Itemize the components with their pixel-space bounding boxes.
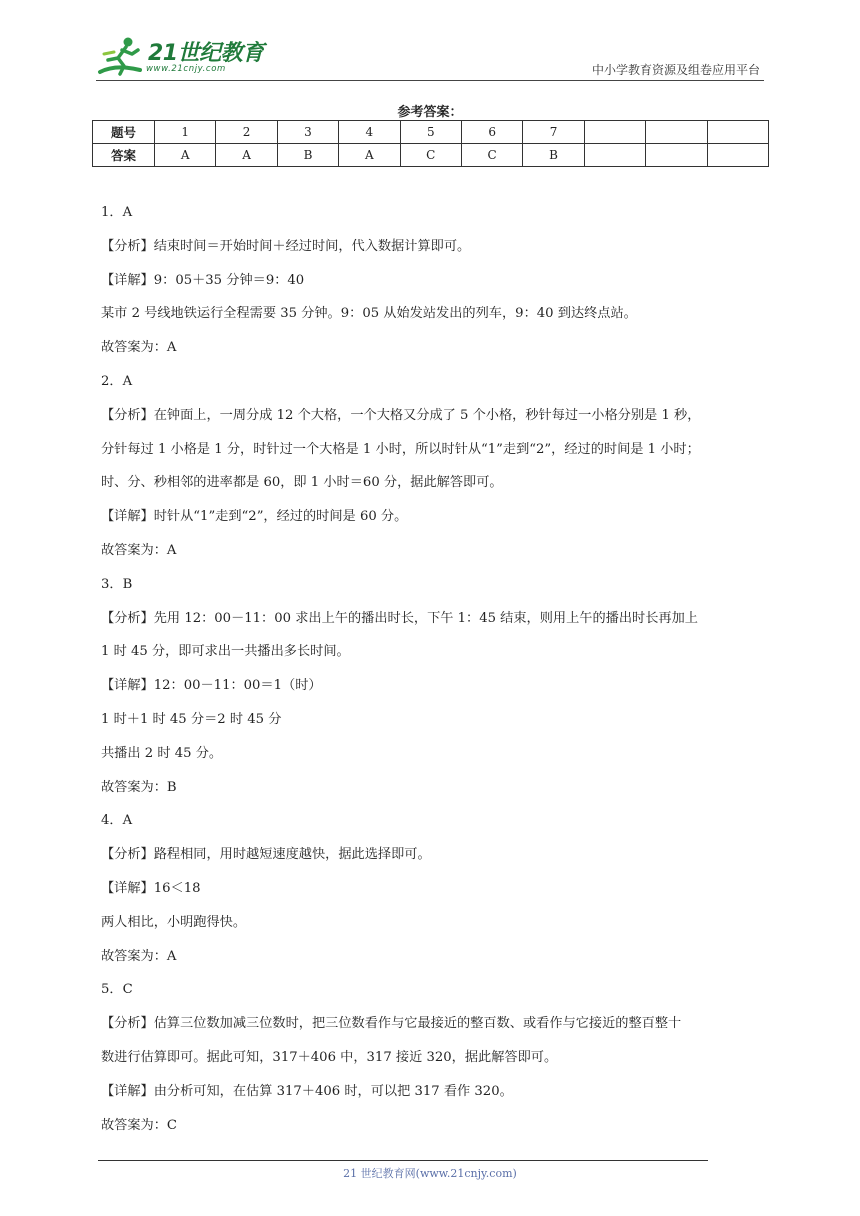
question-3-heading: 3．B <box>101 576 133 592</box>
table-cell: B <box>523 144 584 167</box>
question-2-heading: 2．A <box>101 373 133 389</box>
table-cell: 1 <box>155 121 216 144</box>
question-1-heading: 1．A <box>101 205 133 220</box>
detail-text: 【详解】时针从“1”走到“2”，经过的时间是 60 分。 <box>101 509 408 525</box>
analysis-text: 【分析】估算三位数加减三位数时，把三位数看作与它最接近的整百数、或看作与它接近的整百整十 <box>101 1016 682 1032</box>
detail-text: 1 时＋1 时 45 分＝2 时 45 分 <box>101 711 282 727</box>
answer-text: 故答案为：C <box>101 1117 178 1133</box>
site-logo[interactable] <box>96 34 266 78</box>
analysis-text: 时、分、秒相邻的进率都是 60，即 1 小时＝60 分，据此解答即可。 <box>101 475 503 491</box>
table-cell: A <box>216 144 277 167</box>
detail-text: 【详解】16＜18 <box>101 880 201 896</box>
row-label-answer: 答案 <box>93 144 155 167</box>
table-cell: C <box>461 144 522 167</box>
answer-title: 参考答案： <box>397 105 463 120</box>
answer-table <box>92 120 769 167</box>
table-cell: A <box>155 144 216 167</box>
analysis-text: 【分析】在钟面上，一周分成 12 个大格，一个大格又分成了 5 个小格，秒针每过一小格分别是 1 秒， <box>101 407 701 423</box>
table-cell <box>707 121 768 144</box>
table-cell: 6 <box>461 121 522 144</box>
analysis-text: 1 时 45 分，即可求出一共播出多长时间。 <box>101 644 350 660</box>
row-label-number: 题号 <box>93 121 155 144</box>
runner-logo-icon <box>96 34 148 78</box>
logo-url: www.21cnjy.com <box>146 64 226 74</box>
detail-text: 两人相比，小明跑得快。 <box>101 914 247 930</box>
table-cell: A <box>339 144 400 167</box>
solution-body <box>101 196 771 1142</box>
detail-text: 【详解】由分析可知，在估算 317＋406 时，可以把 317 看作 320。 <box>101 1083 513 1099</box>
table-cell: 4 <box>339 121 400 144</box>
table-cell: B <box>277 144 338 167</box>
platform-name: 中小学教育资源及组卷应用平台 <box>591 63 760 77</box>
table-cell: 7 <box>523 121 584 144</box>
table-cell <box>707 144 768 167</box>
table-cell <box>646 121 707 144</box>
question-5-heading: 5．C <box>101 982 133 998</box>
table-cell <box>646 144 707 167</box>
analysis-text: 【分析】路程相同，用时越短速度越快，据此选择即可。 <box>101 847 431 863</box>
analysis-text: 【分析】结束时间＝开始时间＋经过时间，代入数据计算即可。 <box>101 238 471 254</box>
detail-text: 某市 2 号线地铁运行全程需要 35 分钟。9：05 从始发站发出的列车，9：40 到达终点站。 <box>101 306 637 322</box>
answer-text: 故答案为：A <box>101 340 177 356</box>
answer-text: 故答案为：A <box>101 948 177 964</box>
table-cell: 5 <box>400 121 461 144</box>
analysis-text: 分针每过 1 小格是 1 分，时针过一个大格是 1 小时，所以时针从“1”走到“2”，经过的时间是 1 小时； <box>101 441 700 457</box>
analysis-text: 【分析】先用 12：00－11：00 求出上午的播出时长，下午 1：45 结束，则用上午的播出时长再加上 <box>101 610 698 626</box>
table-cell: 3 <box>277 121 338 144</box>
detail-text: 【详解】12：00－11：00＝1（时） <box>101 678 322 694</box>
answer-text: 故答案为：B <box>101 779 177 795</box>
analysis-text: 数进行估算即可。据此可知，317＋406 中，317 接近 320，据此解答即可。 <box>101 1049 558 1065</box>
table-row <box>93 144 769 167</box>
table-cell: C <box>400 144 461 167</box>
question-4-heading: 4．A <box>101 813 133 829</box>
table-cell: 2 <box>216 121 277 144</box>
footer-divider <box>98 1160 708 1161</box>
detail-text: 共播出 2 时 45 分。 <box>101 745 223 761</box>
page-header <box>96 34 764 81</box>
table-cell <box>584 144 645 167</box>
footer-link[interactable]: 21 世纪教育网(www.21cnjy.com) <box>343 1167 517 1180</box>
table-row <box>93 121 769 144</box>
table-cell <box>584 121 645 144</box>
answer-text: 故答案为：A <box>101 542 177 558</box>
logo-text: 21世纪教育 <box>148 41 264 66</box>
detail-text: 【详解】9：05＋35 分钟＝9：40 <box>101 272 305 288</box>
